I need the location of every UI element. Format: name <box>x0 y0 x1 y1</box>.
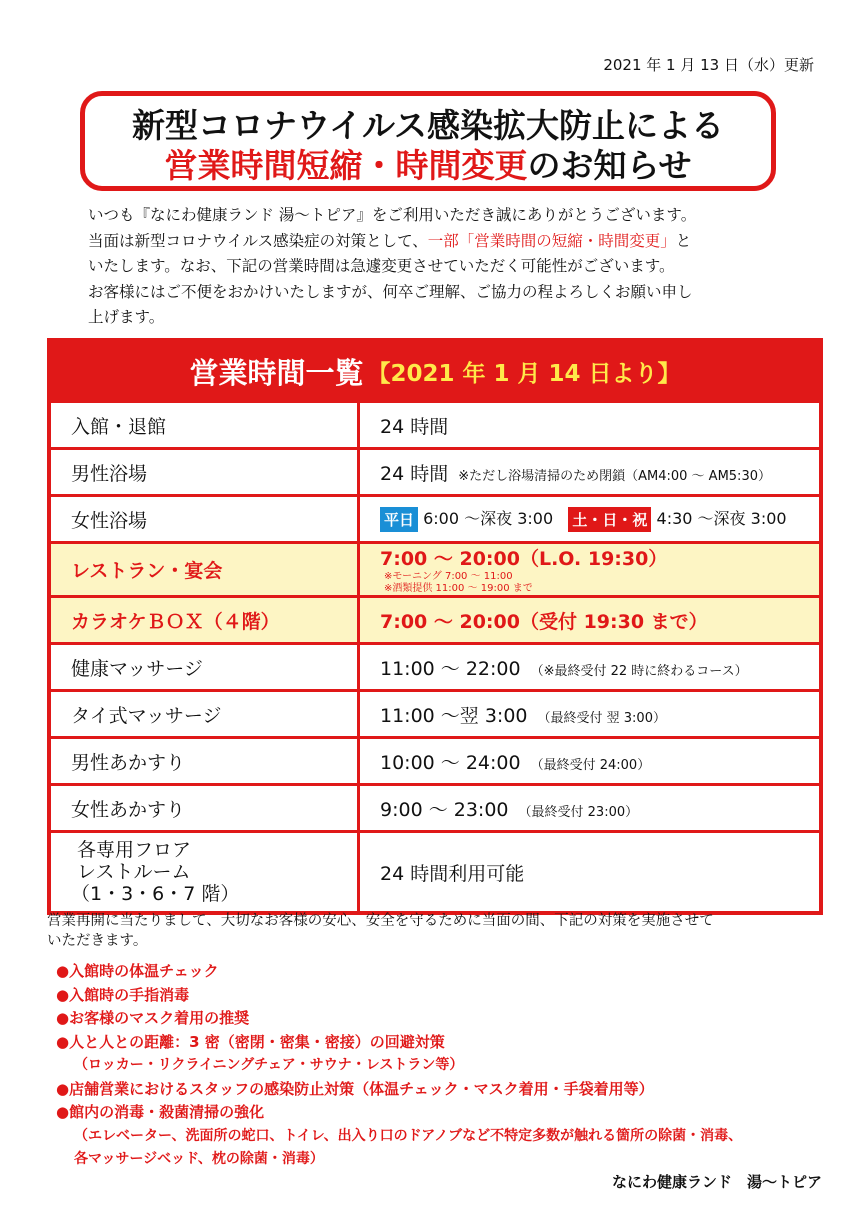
title-line-2 <box>85 146 771 186</box>
row-note: （※最終受付 22 時に終わるコース） <box>530 663 748 679</box>
row-value: 10:00 〜 24:00 （最終受付 24:00） <box>360 736 819 783</box>
table-row <box>51 541 819 595</box>
table-row <box>51 689 819 736</box>
list-item: ●店舗営業におけるスタッフの感染防止対策（体温チェック・マスク着用・手袋着用等） <box>56 1079 654 1098</box>
title-suffix: のお知らせ <box>527 146 692 185</box>
weekday-badge: 平日 <box>380 507 418 532</box>
intro-line: いたします。なお、下記の営業時間は急遽変更させていただく可能性がございます。 <box>88 257 675 275</box>
list-item: ●入館時の手指消毒 <box>56 985 190 1004</box>
footer-brand: なにわ健康ランド 湯〜トピア <box>611 1173 822 1191</box>
row-value: 平日 6:00 〜深夜 3:00 土・日・祝 4:30 〜深夜 3:00 <box>360 494 819 541</box>
row-label: レストラン・宴会 <box>51 541 360 595</box>
update-date: 2021 年 1 月 13 日（水）更新 <box>603 56 814 74</box>
table-header <box>51 342 819 400</box>
intro-text <box>88 203 788 331</box>
row-value: 24 時間利用可能 <box>360 830 819 911</box>
row-label: カラオケＢＯＸ（４階） <box>51 595 360 642</box>
table-row <box>51 642 819 689</box>
notice-text: 営業再開に当たりまして、大切なお客様の安心、安全を守るために当面の間、下記の対策を実施させて いただきます。 <box>47 913 714 949</box>
measures-list <box>56 960 846 1172</box>
row-label: タイ式マッサージ <box>51 689 360 736</box>
row-value: 11:00 〜 22:00 （※最終受付 22 時に終わるコース） <box>360 642 819 689</box>
hours-table <box>47 338 823 915</box>
title-line-1: 新型コロナウイルス感染拡大防止による <box>131 106 725 145</box>
intro-line: 当面は新型コロナウイルス感染症の対策として、一部「営業時間の短縮・時間変更」と <box>88 231 692 250</box>
row-value: 7:00 〜 20:00（受付 19:30 まで） <box>360 595 819 642</box>
title-box <box>80 91 776 191</box>
weekend-badge: 土・日・祝 <box>568 507 651 532</box>
list-item: ●館内の消毒・殺菌清掃の強化 <box>56 1103 265 1121</box>
table-effective-date: 【2021 年 1 月 14 日より】 <box>367 360 681 387</box>
table-row <box>51 783 819 830</box>
row-value: 24 時間 ※ただし浴場清掃のため閉鎖（AM4:00 〜 AM5:30） <box>360 447 819 494</box>
table-row <box>51 595 819 642</box>
table-row <box>51 494 819 541</box>
intro-line: 上げます。 <box>88 308 165 326</box>
row-note: ※モーニング 7:00 〜 11:00 ※酒類提供 11:00 〜 19:00 まで <box>384 571 533 594</box>
intro-line: お客様にはご不便をおかけいたしますが、何卒ご理解、ご協力の程よろしくお願い申し <box>88 282 693 301</box>
row-label: 女性あかすり <box>51 783 360 830</box>
list-item: ●人と人との距離：3 密（密閉・密集・密接）の回避対策 <box>56 1032 445 1051</box>
list-item-detail: （ロッカー・リクライニングチェア・サウナ・レストラン等） <box>74 1057 464 1073</box>
row-note: ※ただし浴場清掃のため閉鎖（AM4:00 〜 AM5:30） <box>458 468 771 484</box>
row-label: 女性浴場 <box>51 494 360 541</box>
list-item: ●入館時の体温チェック <box>56 962 219 980</box>
row-value: 7:00 〜 20:00（L.O. 19:30）※モーニング 7:00 〜 11:00 ※酒類提供 11:00 〜 19:00 まで <box>360 541 819 595</box>
row-note: （最終受付 24:00） <box>530 757 651 773</box>
row-note: （最終受付 23:00） <box>518 804 639 820</box>
row-value: 24 時間 <box>360 400 819 447</box>
table-title: 営業時間一覧 <box>189 355 364 390</box>
row-label: 男性浴場 <box>51 447 360 494</box>
table-row <box>51 447 819 494</box>
title-highlight: 営業時間短縮・時間変更 <box>164 146 528 185</box>
list-item: ●お客様のマスク着用の推奨 <box>56 1009 250 1027</box>
row-value: 9:00 〜 23:00 （最終受付 23:00） <box>360 783 819 830</box>
table-row <box>51 830 819 911</box>
row-value: 11:00 〜翌 3:00 （最終受付 翌 3:00） <box>360 689 819 736</box>
list-item-detail: 各マッサージベッド、枕の除菌・消毒） <box>74 1151 324 1167</box>
row-label: 各専用フロア レストルーム （1・3・6・7 階） <box>51 830 360 911</box>
list-item-detail: （エレベーター、洗面所の蛇口、トイレ、出入り口のドアノブなど不特定多数が触れる箇所の除菌・消毒、 <box>74 1127 743 1144</box>
table-row <box>51 400 819 447</box>
intro-highlight: 一部「営業時間の短縮・時間変更」 <box>427 231 676 250</box>
table-row <box>51 736 819 783</box>
row-note: （最終受付 翌 3:00） <box>537 710 666 726</box>
row-label: 男性あかすり <box>51 736 360 783</box>
intro-line: いつも『なにわ健康ランド 湯〜トピア』をご利用いただき誠にありがとうございます。 <box>88 206 697 224</box>
row-label: 健康マッサージ <box>51 642 360 689</box>
row-label: 入館・退館 <box>51 400 360 447</box>
